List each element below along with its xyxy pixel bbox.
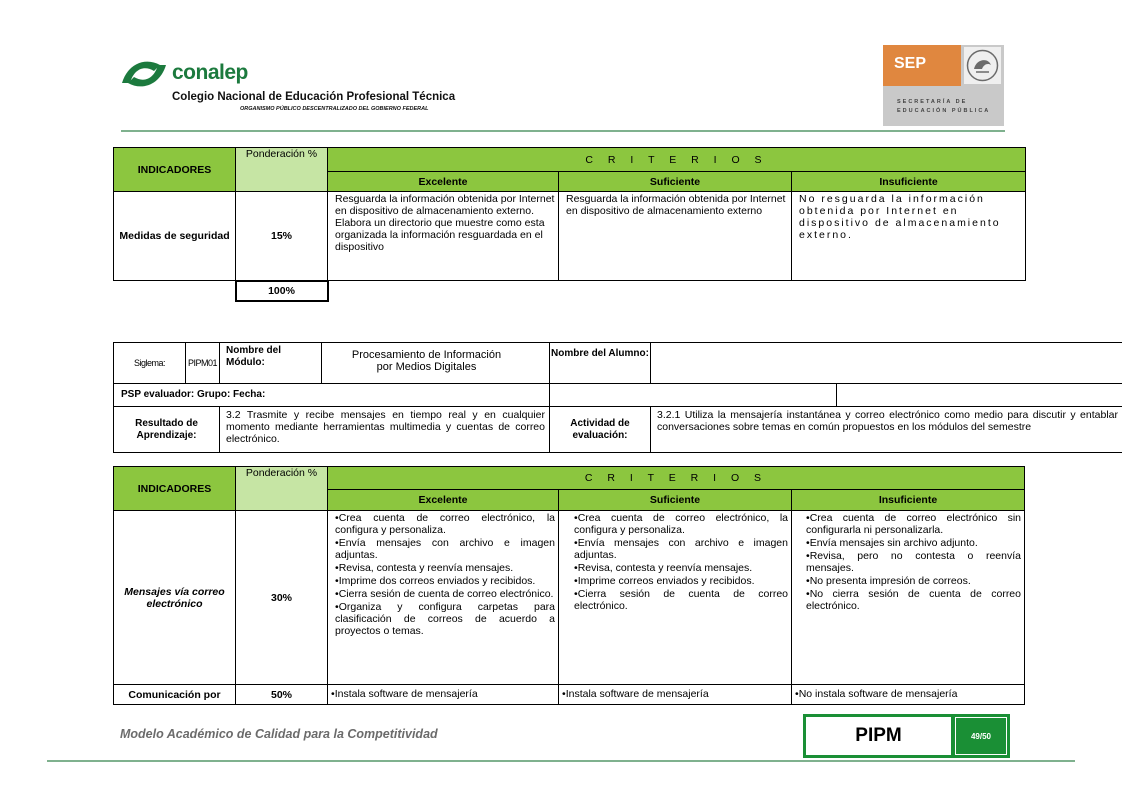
sigla-label: Siglema: bbox=[114, 343, 186, 384]
footer-code: PIPM bbox=[806, 717, 951, 755]
resultado-value: 3.2 Trasmite y recibe mensajes en tiempo real y en cualquier momento mediante herramientas multimedia y cuentas de correo electrónico. bbox=[220, 407, 550, 453]
conalep-logo bbox=[120, 55, 480, 125]
sep-logo-text: SEP bbox=[883, 45, 961, 86]
excelente-cell bbox=[328, 511, 559, 685]
alumno-label: Nombre del Alumno: bbox=[550, 343, 651, 384]
psp-evaluador: PSP evaluador: Grupo: Fecha: bbox=[114, 384, 550, 407]
indicador-cell-2: Comunicación por bbox=[114, 685, 236, 705]
header-ponderacion: Ponderación % bbox=[236, 148, 328, 192]
suficiente-list bbox=[574, 512, 788, 612]
institution-subtitle: ORGANISMO PÚBLICO DESCENTRALIZADO DEL GOBIERNO FEDERAL bbox=[240, 106, 429, 112]
list-item: • Cierra sesión de cuenta de correo electrónico. bbox=[335, 588, 555, 600]
header-divider bbox=[121, 130, 1005, 132]
list-item: • Envía mensajes con archivo e imagen adjuntas. bbox=[574, 537, 788, 561]
header-excelente: Excelente bbox=[328, 172, 559, 192]
resultado-label: Resultado de Aprendizaje: bbox=[114, 407, 220, 453]
actividad-value: 3.2.1 Utiliza la mensajería instantánea y correo electrónico como medio para discutir y entablar conversaciones sobre temas en común propuestos en los módulos del semestre bbox=[651, 407, 1122, 453]
sigla-value: PIPM01 bbox=[186, 343, 220, 384]
header-ponderacion: Ponderación % bbox=[236, 467, 328, 511]
actividad-label: Actividad de evaluación: bbox=[550, 407, 651, 453]
suficiente-cell: Resguarda la información obtenida por Internet en dispositivo de almacenamiento externo bbox=[559, 192, 792, 281]
modulo-value: Procesamiento de Información por Medios Digitales bbox=[322, 343, 550, 384]
institution-name: Colegio Nacional de Educación Profesional Técnica bbox=[172, 91, 456, 103]
excelente-list bbox=[335, 512, 555, 637]
page-number: 49/50 bbox=[955, 717, 1007, 755]
list-item: • Revisa, contesta y reenvía mensajes. bbox=[574, 562, 788, 574]
list-item: • Revisa, pero no contesta o reenvía mensajes. bbox=[806, 550, 1021, 574]
sep-name: SECRETARÍA DE EDUCACIÓN PÚBLICA bbox=[897, 99, 991, 114]
total-cell: 100% bbox=[236, 281, 328, 301]
sep-logo bbox=[883, 45, 1004, 126]
insuficiente-cell-2: • No instala software de mensajería bbox=[792, 685, 1025, 705]
list-item: • Cierra sesión de cuenta de correo electrónico. bbox=[574, 588, 788, 612]
brand-name: conalep bbox=[172, 61, 248, 84]
excelente-cell: Resguarda la información obtenida por Internet en dispositivo de almacenamiento externo. Elabora un directorio que muestre como esta organizada la información resguardada en el dispositivo bbox=[328, 192, 559, 281]
excelente-cell-2: • Instala software de mensajería bbox=[328, 685, 559, 705]
ponderacion-cell-2: 50% bbox=[236, 685, 328, 705]
suficiente-cell bbox=[559, 511, 792, 685]
rubric-table-2 bbox=[113, 466, 1025, 705]
indicador-cell: Mensajes vía correo electrónico bbox=[114, 511, 236, 685]
header-indicadores: INDICADORES bbox=[114, 148, 236, 192]
ponderacion-cell: 30% bbox=[236, 511, 328, 685]
insuficiente-list bbox=[806, 512, 1021, 612]
header-suficiente: Suficiente bbox=[559, 172, 792, 192]
footer-model-text: Modelo Académico de Calidad para la Competitividad bbox=[120, 727, 438, 741]
alumno-value bbox=[651, 343, 1122, 384]
header-insuficiente: Insuficiente bbox=[792, 490, 1025, 511]
footer-code-box bbox=[803, 714, 1010, 758]
list-item: • No cierra sesión de cuenta de correo electrónico. bbox=[806, 588, 1021, 612]
header-indicadores: INDICADORES bbox=[114, 467, 236, 511]
list-item: • Imprime correos enviados y recibidos. bbox=[574, 575, 788, 587]
indicador-cell: Medidas de seguridad bbox=[114, 192, 236, 281]
insuficiente-cell: No resguarda la información obtenida por Internet en dispositivo de almacenamiento externo. bbox=[792, 192, 1026, 281]
ponderacion-cell: 15% bbox=[236, 192, 328, 281]
rubric-table-1 bbox=[113, 147, 1026, 302]
footer-divider bbox=[47, 760, 1075, 762]
list-item: • Crea cuenta de correo electrónico sin configurarla ni personalizarla. bbox=[806, 512, 1021, 536]
header-suficiente: Suficiente bbox=[559, 490, 792, 511]
module-info-table bbox=[113, 342, 1122, 453]
conalep-emblem-icon bbox=[120, 57, 168, 91]
eagle-seal-icon bbox=[964, 47, 1001, 84]
insuficiente-cell bbox=[792, 511, 1025, 685]
list-item: • Envía mensajes con archivo e imagen adjuntas. bbox=[335, 537, 555, 561]
list-item: • Revisa, contesta y reenvía mensajes. bbox=[335, 562, 555, 574]
header-criterios: C R I T E R I O S bbox=[328, 467, 1025, 490]
list-item: • Crea cuenta de correo electrónico, la configura y personaliza. bbox=[574, 512, 788, 536]
list-item: • Imprime dos correos enviados y recibidos. bbox=[335, 575, 555, 587]
list-item: • No presenta impresión de correos. bbox=[806, 575, 1021, 587]
header-excelente: Excelente bbox=[328, 490, 559, 511]
header-criterios: C R I T E R I O S bbox=[328, 148, 1026, 172]
list-item: • Crea cuenta de correo electrónico, la configura y personaliza. bbox=[335, 512, 555, 536]
header-insuficiente: Insuficiente bbox=[792, 172, 1026, 192]
list-item: • Organiza y configura carpetas para clasificación de correos de acuerdo a proyectos o temas. bbox=[335, 601, 555, 637]
list-item: • Envía mensajes sin archivo adjunto. bbox=[806, 537, 1021, 549]
suficiente-cell-2: • Instala software de mensajería bbox=[559, 685, 792, 705]
modulo-label: Nombre del Módulo: bbox=[220, 343, 322, 384]
